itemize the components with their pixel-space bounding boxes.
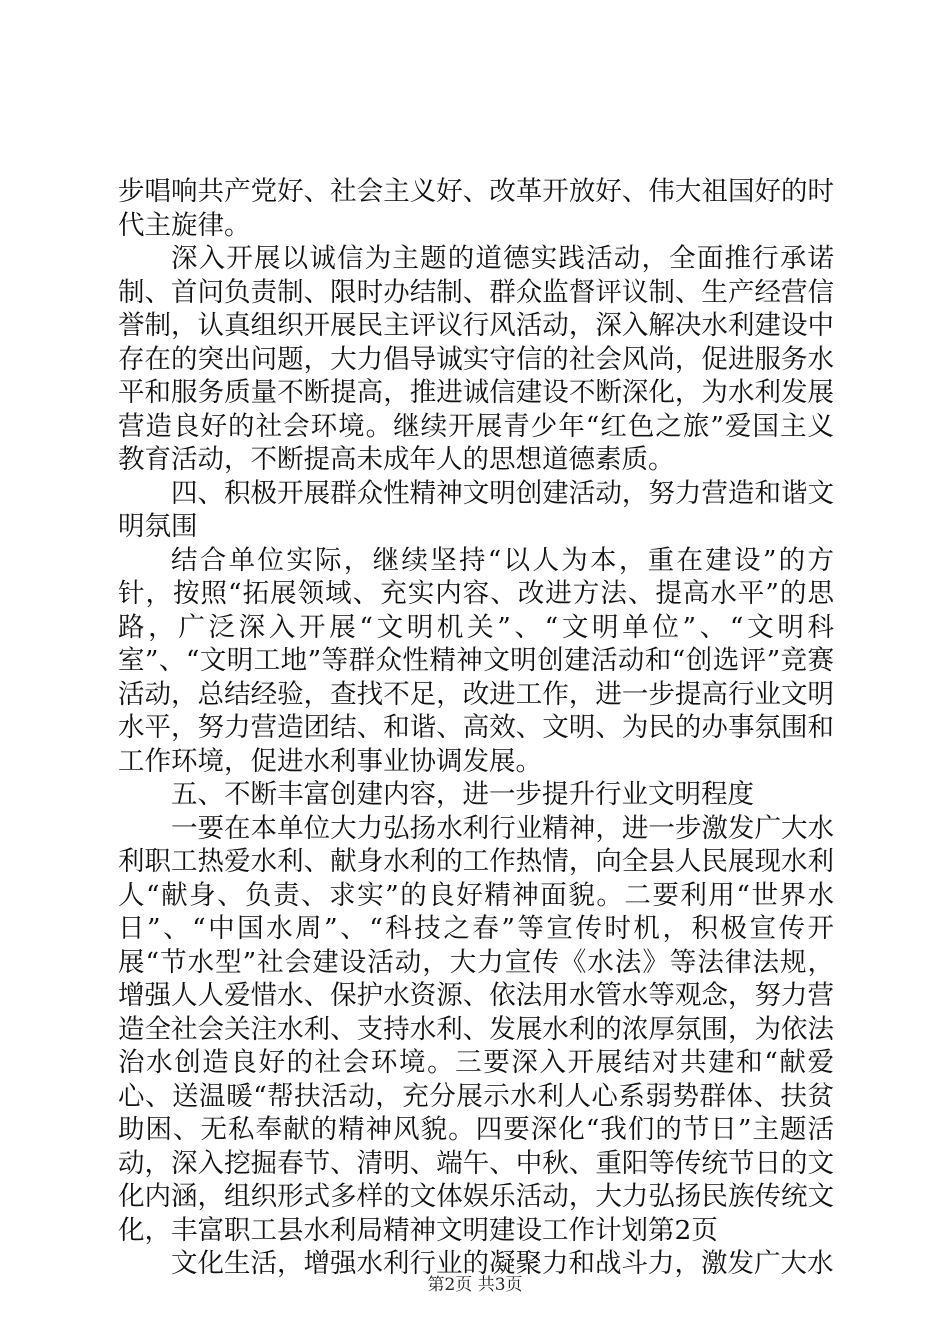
document-body <box>118 175 834 1281</box>
section-heading-5: 五、不断丰富创建内容，进一步提升行业文明程度 <box>171 779 754 810</box>
paragraph-1: 步唱响共产党好、社会主义好、改革开放好、伟大祖国好的时代主旋律。 <box>118 176 834 241</box>
paragraph-5: 文化生活，增强水利行业的凝聚力和战斗力，激发广大水 <box>171 1248 834 1279</box>
paragraph-4: 一要在本单位大力弘扬水利行业精神，进一步激发广大水利职工热爱水利、献身水利的工作热情，向全县人民展现水利人“献身、负责、求实”的良好精神面貌。二要利用“世界水日”、“中国水周”、“科技之春”等宣传时机，积极宣传开展“节水型”社会建设活动，大力宣传《水法》等法律法规，增强人人爱惜水、保护水资源、依法用水管水等观念，努力营造全社会关注水利、支持水利、发展水利的浓厚氛围，为依法治水创造良好的社会环境。三要深入开展结对共建和“献爱心、送温暖“帮扶活动，充分展示水利人心系弱势群体、扶贫助困、无私奉献的精神风貌。四要深化“我们的节日”主题活动，深入挖掘春节、清明、端午、中秋、重阳等传统节日的文化内涵，组织形式多样的文体娱乐活动，大力弘扬民族传统文化，丰富职工县水利局精神文明建设工作计划第2页 <box>118 812 834 1246</box>
paragraph-2: 深入开展以诚信为主题的道德实践活动，全面推行承诺制、首问负责制、限时办结制、群众监督评议制、生产经营信誉制，认真组织开展民主评议行风活动，深入解决水利建设中存在的突出问题，大力倡导诚实守信的社会风尚，促进服务水平和服务质量不断提高，推进诚信建设不断深化，为水利发展营造良好的社会环境。继续开展青少年“红色之旅”爱国主义教育活动，不断提高未成年人的思想道德素质。 <box>118 243 834 475</box>
paragraph-3: 结合单位实际，继续坚持“以人为本，重在建设”的方针，按照“拓展领域、充实内容、改进方法、提高水平”的思路，广泛深入开展“文明机关”、“文明单位”、“文明科室”、“文明工地”等群众性精神文明创建活动和“创选评”竞赛活动，总结经验，查找不足，改进工作，进一步提高行业文明水平，努力营造团结、和谐、高效、文明、为民的办事氛围和工作环境，促进水利事业协调发展。 <box>118 544 834 777</box>
page-footer: 第2页 共3页 <box>427 1275 523 1295</box>
section-heading-4: 四、积极开展群众性精神文明创建活动，努力营造和谐文明氛围 <box>118 477 834 542</box>
